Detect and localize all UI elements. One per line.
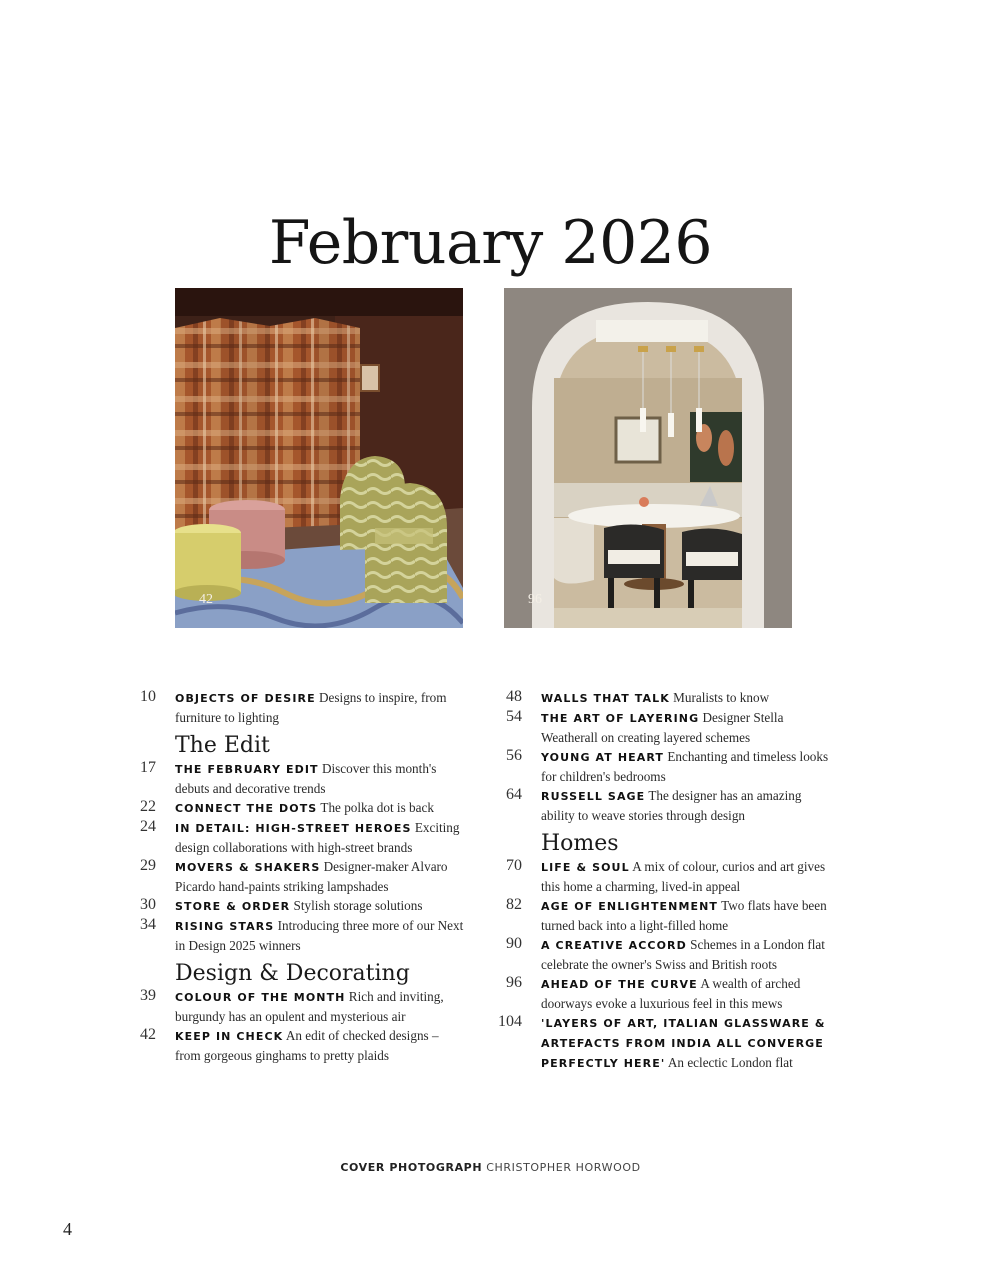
entry-page-number: 104 [498,1013,522,1030]
section-heading: The Edit [175,733,270,758]
entry-page-number: 54 [506,708,522,725]
entry-description: Enchanting and timeless looks for children's bedrooms [541,749,829,784]
entry-description: Schemes in a London flat celebrate the owner's Swiss and British roots [541,937,825,972]
entry-kicker: RUSSELL SAGE [541,790,646,803]
contents-entry[interactable] [486,708,831,747]
entry-description: A mix of colour, curios and art gives this home a charming, lived-in appeal [541,859,826,894]
entry-kicker: THE FEBRUARY EDIT [175,763,319,776]
entry-page-number: 29 [140,857,156,874]
entry-page-number: 22 [140,798,156,815]
contents-entry[interactable] [120,896,465,916]
entry-page-number: 24 [140,818,156,835]
contents-column-left [120,688,465,1065]
entry-kicker: YOUNG AT HEART [541,751,665,764]
entry-kicker: IN DETAIL: HIGH-STREET HEROES [175,822,412,835]
entry-kicker: AHEAD OF THE CURVE [541,978,698,991]
entry-description: Rich and inviting, burgundy has an opulent and mysterious air [175,989,444,1024]
entry-description: The designer has an amazing ability to weave stories through design [541,788,802,823]
contents-entry[interactable] [486,857,831,896]
contents-entry[interactable] [486,896,831,935]
contents-entry[interactable] [486,747,831,786]
section-heading: Design & Decorating [175,961,410,986]
entry-kicker: STORE & ORDER [175,900,291,913]
entry-page-number: 82 [506,896,522,913]
contents-entry[interactable] [120,798,465,818]
contents-entry[interactable] [486,935,831,974]
contents-entry[interactable] [120,916,465,955]
entry-page-number: 34 [140,916,156,933]
entry-description: Designs to inspire, from furniture to lighting [175,690,447,725]
entry-page-number: 70 [506,857,522,874]
plaid-room-illustration [175,288,463,628]
contents-entry[interactable] [120,987,465,1026]
entry-kicker: AGE OF ENLIGHTENMENT [541,900,719,913]
entry-page-number: 90 [506,935,522,952]
contents-entry[interactable] [120,857,465,896]
entry-kicker: 'LAYERS OF ART, ITALIAN GLASSWARE & ARTEFACTS FROM INDIA ALL CONVERGE PERFECTLY HERE' [541,1017,826,1070]
entry-description: An edit of checked designs – from gorgeous ginghams to pretty plaids [175,1028,439,1063]
photo-page-number: 96 [528,592,542,607]
entry-kicker: RISING STARS [175,920,275,933]
entry-page-number: 39 [140,987,156,1004]
section-heading: Homes [541,831,619,856]
entry-page-number: 10 [140,688,156,705]
entry-kicker: KEEP IN CHECK [175,1030,284,1043]
entry-description: Stylish storage solutions [293,898,423,913]
entry-description: Designer Stella Weatherall on creating layered schemes [541,710,784,745]
feature-photo-plaid-room[interactable] [175,288,463,628]
contents-entry[interactable] [486,688,831,708]
contents-column-right [486,688,831,1073]
entry-kicker: COLOUR OF THE MONTH [175,991,346,1004]
cover-credit-name: CHRISTOPHER HORWOOD [486,1161,641,1174]
entry-kicker: OBJECTS OF DESIRE [175,692,316,705]
entry-page-number: 42 [140,1026,156,1043]
entry-page-number: 17 [140,759,156,776]
page-number: 4 [63,1219,72,1239]
entry-description: The polka dot is back [320,800,434,815]
entry-description: Introducing three more of our Next in Design 2025 winners [175,918,464,953]
cover-credit-label: COVER PHOTOGRAPH [340,1161,483,1174]
entry-description: Muralists to know [673,690,770,705]
contents-entry[interactable] [486,974,831,1013]
contents-entry[interactable] [486,786,831,825]
contents-entry[interactable] [120,1026,465,1065]
entry-page-number: 30 [140,896,156,913]
entry-description: A wealth of arched doorways evoke a luxurious feel in this mews [541,976,801,1011]
arched-dining-illustration [504,288,792,628]
entry-page-number: 96 [506,974,522,991]
entry-page-number: 56 [506,747,522,764]
entry-kicker: WALLS THAT TALK [541,692,670,705]
entry-description: Exciting design collaborations with high-street brands [175,820,460,855]
page-title: February 2026 [268,208,713,279]
cover-credit [0,1161,981,1174]
contents-entry[interactable] [120,688,465,727]
entry-page-number: 48 [506,688,522,705]
entry-description: An eclectic London flat [667,1055,793,1070]
entry-description: Designer-maker Alvaro Picardo hand-paints striking lampshades [175,859,448,894]
feature-photo-arched-dining[interactable] [504,288,792,628]
entry-kicker: THE ART OF LAYERING [541,712,700,725]
entry-kicker: LIFE & SOUL [541,861,630,874]
contents-entry[interactable] [486,1013,831,1073]
contents-entry[interactable] [120,818,465,857]
entry-kicker: MOVERS & SHAKERS [175,861,321,874]
photo-page-number: 42 [199,592,213,607]
entry-kicker: CONNECT THE DOTS [175,802,318,815]
entry-kicker: A CREATIVE ACCORD [541,939,687,952]
entry-page-number: 64 [506,786,522,803]
contents-entry[interactable] [120,759,465,798]
entry-description: Two flats have been turned back into a light-filled home [541,898,827,933]
entry-description: Discover this month's debuts and decorative trends [175,761,437,796]
